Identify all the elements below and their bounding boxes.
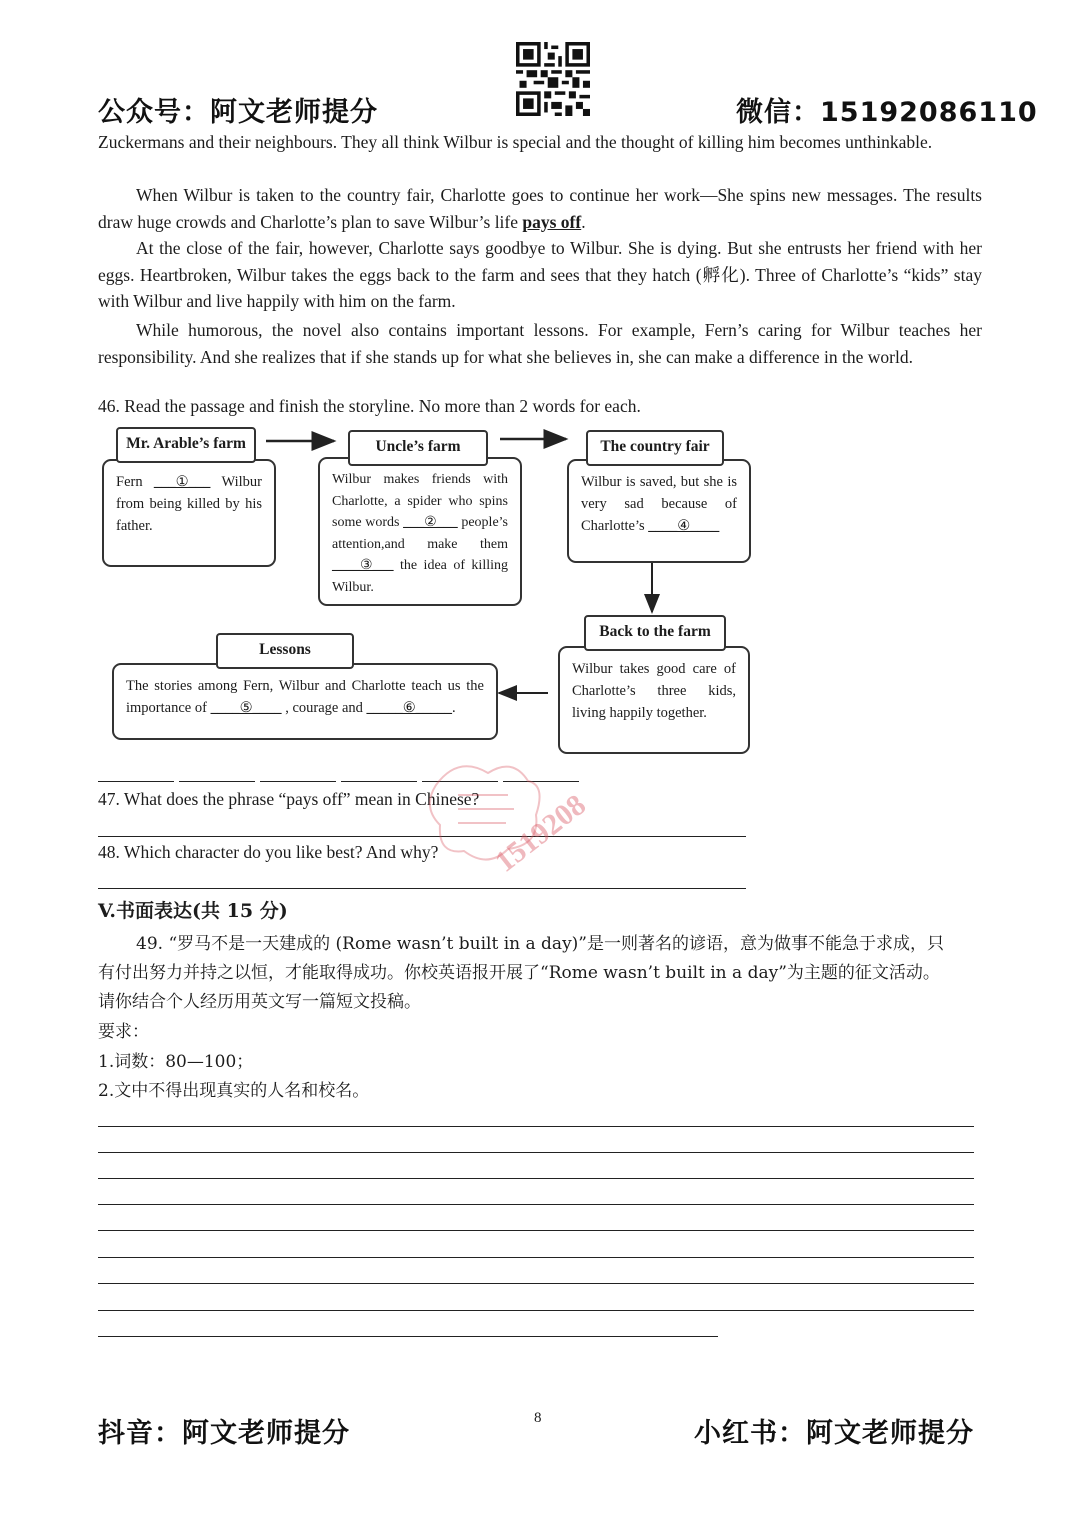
header-right-text: 微信：15192086110 bbox=[736, 97, 1038, 128]
blank-1[interactable]: ___①___ bbox=[153, 474, 211, 490]
question-47-prompt: 47. What does the phrase “pays off” mean in Chinese? bbox=[98, 789, 480, 809]
watermark-stamp-icon bbox=[418, 745, 618, 885]
requirement-2: 2.文中不得出现真实的人名和校名。 bbox=[98, 1081, 370, 1101]
answer-line-46-5[interactable] bbox=[422, 781, 498, 782]
q49-line-1: 49. “罗马不是一天建成的 (Rome wasn’t built in a day)”是一则著名的谚语，意为做事不能急于求成，只 bbox=[136, 934, 944, 954]
blank-4[interactable]: ____④____ bbox=[648, 518, 720, 534]
answer-line-46-1[interactable] bbox=[98, 781, 174, 782]
footer-left-text: 抖音：阿文老师提分 bbox=[98, 1418, 350, 1449]
answer-line-48[interactable] bbox=[98, 888, 746, 889]
passage-paragraph-4: While humorous, the novel also contains important lessons. For example, Fern’s caring for Wilbur teaches her responsibility. And she realizes that if she stands up for what she believes in, she can make a difference in the world. bbox=[98, 320, 982, 367]
blank-6[interactable]: _____⑥_____ bbox=[366, 700, 453, 716]
header-left-text: 公众号：阿文老师提分 bbox=[98, 97, 378, 128]
blank-3[interactable]: ____③___ bbox=[332, 558, 394, 573]
writing-line-8[interactable] bbox=[98, 1310, 974, 1311]
uncle-box: Wilbur makes friends with Charlotte, a spider who spins some words ___②___ people’s attention,and make them ____③___ the idea of killing Wilbur. bbox=[318, 457, 522, 606]
answer-line-47[interactable] bbox=[98, 836, 746, 837]
blank-2[interactable]: ___②___ bbox=[403, 515, 458, 530]
writing-line-6[interactable] bbox=[98, 1257, 974, 1258]
page-number: 8 bbox=[534, 1410, 542, 1426]
lessons-title: Lessons bbox=[216, 633, 354, 669]
lessons-box: The stories among Fern, Wilbur and Charlotte teach us the importance of ____⑤____ , courage and _____⑥_____. bbox=[112, 663, 498, 740]
watermark-number: 1519208 bbox=[488, 788, 593, 879]
uncle-title: Uncle’s farm bbox=[348, 430, 488, 466]
section-5-title: V.书面表达(共 15 分) bbox=[98, 900, 288, 922]
answer-line-46-2[interactable] bbox=[179, 781, 255, 782]
answer-line-46-3[interactable] bbox=[260, 781, 336, 782]
passage-paragraph-1: Zuckermans and their neighbours. They all think Wilbur is special and the thought of killing him becomes unthinkable. bbox=[98, 132, 933, 152]
question-46-prompt: 46. Read the passage and finish the storyline. No more than 2 words for each. bbox=[98, 396, 641, 416]
question-48-prompt: 48. Which character do you like best? And why? bbox=[98, 842, 439, 862]
requirements-title: 要求： bbox=[98, 1022, 149, 1042]
q49-line-2: 有付出努力并持之以恒，才能取得成功。你校英语报开展了“Rome wasn’t built in a day”为主题的征文活动。 bbox=[98, 963, 940, 983]
writing-line-2[interactable] bbox=[98, 1152, 974, 1153]
answer-line-46-6[interactable] bbox=[503, 781, 579, 782]
writing-line-3[interactable] bbox=[98, 1178, 974, 1179]
writing-line-5[interactable] bbox=[98, 1230, 974, 1231]
farm-box: Fern ___①___ Wilbur from being killed by his father. bbox=[102, 459, 276, 567]
writing-line-4[interactable] bbox=[98, 1204, 974, 1205]
blank-5[interactable]: ____⑤____ bbox=[210, 700, 282, 716]
q49-line-3: 请你结合个人经历用英文写一篇短文投稿。 bbox=[98, 992, 421, 1012]
answer-line-46-4[interactable] bbox=[341, 781, 417, 782]
fair-title: The country fair bbox=[586, 430, 724, 466]
requirement-1: 1.词数：80—100； bbox=[98, 1052, 254, 1072]
writing-line-7[interactable] bbox=[98, 1283, 974, 1284]
passage-paragraph-2: When Wilbur is taken to the country fair, Charlotte goes to continue her work—She spins new messages. The results draw huge crowds and Charlotte’s plan to save Wilbur’s life pays off. bbox=[98, 185, 982, 232]
footer-right-text: 小红书：阿文老师提分 bbox=[694, 1418, 974, 1449]
writing-line-9[interactable] bbox=[98, 1336, 718, 1337]
back-box: Wilbur takes good care of Charlotte’s three kids, living happily together. bbox=[558, 646, 750, 754]
diagram-arrows bbox=[0, 0, 1080, 760]
back-title: Back to the farm bbox=[584, 615, 726, 651]
passage-paragraph-3: At the close of the fair, however, Charlotte says goodbye to Wilbur. She is dying. But she entrusts her friend with her eggs. Heartbroken, Wilbur takes the eggs back to the farm and sees that they hatch (孵化). Three of Charlotte’s “kids” stay with Wilbur and live happily with him on the farm. bbox=[98, 238, 982, 311]
farm-title: Mr. Arable’s farm bbox=[116, 427, 256, 463]
writing-line-1[interactable] bbox=[98, 1126, 974, 1127]
fair-box: Wilbur is saved, but she is very sad because of Charlotte’s ____④____ bbox=[567, 459, 751, 563]
pays-off-phrase: pays off bbox=[522, 211, 582, 232]
